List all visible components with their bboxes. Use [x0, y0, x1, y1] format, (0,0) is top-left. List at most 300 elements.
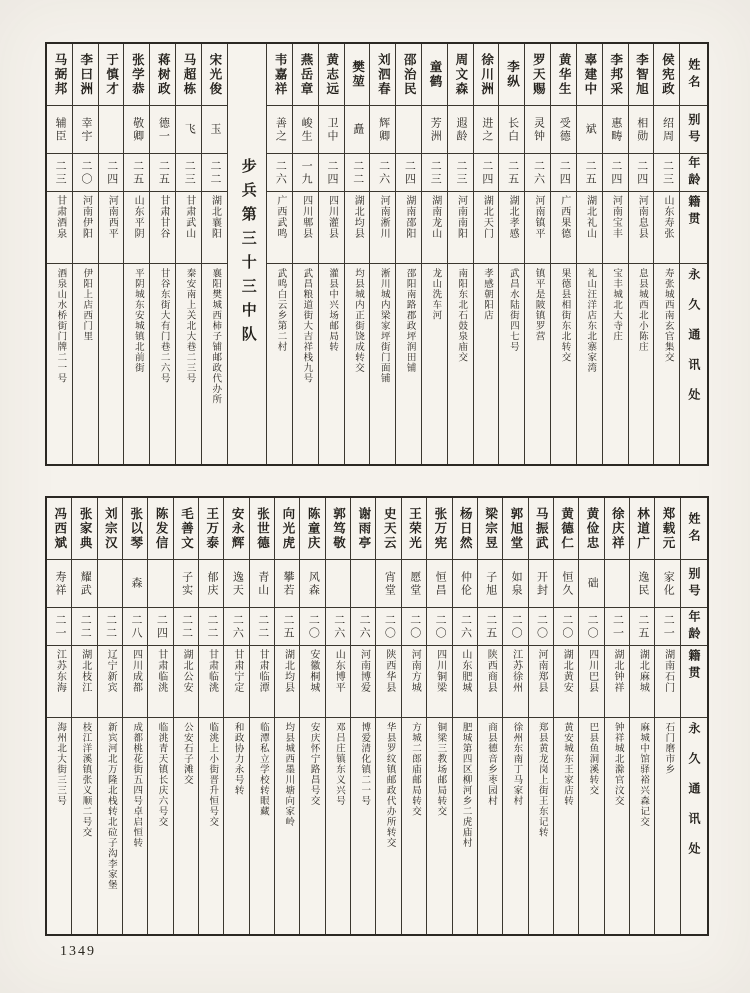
person-alias-text: 相勋: [635, 116, 648, 143]
person-age: [396, 154, 421, 192]
person-age: [448, 154, 473, 192]
person-column: [300, 498, 325, 934]
header-label-address-text: 永久通讯处: [687, 722, 702, 872]
person-name-text: 刘泗春: [376, 52, 391, 97]
person-address-text: 临潭私立学校转眼藏: [257, 722, 268, 817]
person-native-text: 甘肃临洮: [155, 649, 167, 693]
person-age-text: 一九: [300, 159, 313, 186]
person-alias: [478, 560, 502, 608]
person-alias: [605, 560, 629, 608]
person-column: [99, 44, 125, 464]
person-column: [529, 498, 554, 934]
person-column: [453, 498, 478, 934]
person-native-text: 江苏徐州: [510, 649, 522, 693]
person-alias: [98, 560, 122, 608]
person-column: [376, 498, 401, 934]
person-alias-text: 如泉: [510, 570, 523, 597]
person-age-text: 二五: [131, 159, 144, 186]
person-column: [124, 44, 150, 464]
person-name-text: 毛善文: [179, 506, 194, 551]
person-column: [402, 498, 427, 934]
person-native: [345, 192, 370, 264]
person-native-text: 山东平阴: [132, 195, 144, 239]
header-label-age: [680, 154, 707, 192]
person-name-text: 宋光俊: [207, 52, 222, 97]
person-native-text: 河南淅川: [378, 195, 390, 239]
person-alias: [99, 106, 124, 154]
header-label-alias: [680, 106, 707, 154]
person-name: [422, 44, 447, 106]
person-age: [478, 608, 502, 646]
person-name: [72, 498, 96, 560]
person-native: [267, 192, 292, 264]
person-age-text: 二一: [53, 613, 66, 640]
person-alias: [148, 560, 172, 608]
person-alias-text: 辅臣: [54, 116, 67, 143]
person-name-text: 林道广: [635, 506, 650, 551]
person-native: [47, 192, 72, 264]
person-native: [124, 192, 149, 264]
person-name: [267, 44, 292, 106]
person-age: [174, 608, 198, 646]
person-column: [474, 44, 500, 464]
person-native: [174, 646, 198, 718]
person-age-text: 二四: [480, 159, 493, 186]
page-number: 1349: [60, 944, 96, 959]
person-address-text: 息县城西北小陈庄: [636, 268, 647, 352]
person-name: [73, 44, 98, 106]
person-age-text: 二四: [403, 159, 416, 186]
person-name: [396, 44, 421, 106]
person-name: [148, 498, 172, 560]
person-name: [453, 498, 477, 560]
person-native: [579, 646, 603, 718]
person-age: [630, 608, 654, 646]
person-alias: [422, 106, 447, 154]
person-column: [655, 498, 680, 934]
person-age-text: 二〇: [434, 613, 447, 640]
person-age-text: 二〇: [79, 159, 92, 186]
person-address: [176, 264, 201, 464]
person-address: [250, 718, 274, 934]
person-age-text: 二五: [157, 159, 170, 186]
person-native: [655, 646, 679, 718]
person-age-text: 二二: [104, 613, 117, 640]
person-address: [453, 718, 477, 934]
person-age: [503, 608, 527, 646]
person-address-text: 铜梁三教场邮局转交: [435, 722, 446, 817]
person-name: [202, 44, 227, 106]
person-native: [123, 646, 147, 718]
person-native-text: 湖北礼山: [584, 195, 596, 239]
person-alias: [326, 560, 350, 608]
person-address-text: 宝丰城北大寺庄: [611, 268, 622, 342]
person-native-text: 陕西商县: [485, 649, 497, 693]
person-alias: [474, 106, 499, 154]
person-native-text: 湖北黄安: [561, 649, 573, 693]
person-alias-text: 长白: [506, 116, 519, 143]
person-column: [579, 498, 604, 934]
person-alias-text: 宵堂: [383, 570, 396, 597]
person-native-text: 四川成都: [130, 649, 142, 693]
person-address: [402, 718, 426, 934]
person-address-text: 徐州东南丁马家村: [511, 722, 522, 806]
unit-title-column: [228, 44, 267, 464]
person-name-text: 邵治民: [402, 52, 417, 97]
person-address-text: 方城二郎庙邮局转交: [409, 722, 420, 817]
person-age-text: 二〇: [383, 613, 396, 640]
person-address-text: 安庆怀宁路昌号交: [308, 722, 319, 806]
person-age-text: 二八: [129, 613, 142, 640]
person-address: [577, 264, 602, 464]
person-alias: [47, 106, 72, 154]
person-address-text: 巴县鱼洞溪转交: [587, 722, 598, 796]
person-native-text: 甘肃武山: [183, 195, 195, 239]
person-address-text: 麻城中馆驿裕兴森记交: [638, 722, 649, 827]
person-address-text: 公安石子滩交: [181, 722, 192, 785]
person-age: [376, 608, 400, 646]
header-label-name-text: 姓名: [686, 57, 701, 92]
person-column: [98, 498, 123, 934]
person-alias-text: 德一: [157, 116, 170, 143]
person-native-text: 山东肥城: [459, 649, 471, 693]
person-name: [448, 44, 473, 106]
header-label-address: [681, 718, 707, 934]
person-address-text: 武昌水陆街四七号: [507, 268, 518, 352]
person-native-text: 山东寿张: [662, 195, 673, 239]
person-name: [529, 498, 553, 560]
person-name: [176, 44, 201, 106]
person-age-text: 二四: [558, 159, 571, 186]
person-column: [202, 44, 228, 464]
person-alias-text: 仲伦: [459, 570, 472, 597]
person-name: [250, 498, 274, 560]
person-alias-text: 郁庆: [206, 570, 218, 597]
person-native: [250, 646, 274, 718]
person-native-text: 湖北天门: [481, 195, 493, 239]
person-native: [293, 192, 318, 264]
person-age-text: 二六: [459, 613, 472, 640]
person-address-text: 龙山洗车河: [430, 268, 441, 321]
person-native-text: 甘肃甘谷: [157, 195, 169, 239]
person-name: [99, 44, 124, 106]
person-age: [579, 608, 603, 646]
person-address-text: 郑县黄龙岗上街王东记转: [536, 722, 547, 838]
person-age: [199, 608, 223, 646]
person-alias: [300, 560, 324, 608]
person-address: [275, 718, 299, 934]
person-alias: [72, 560, 96, 608]
header-label-age: [681, 608, 707, 646]
person-alias-text: 善之: [274, 116, 287, 143]
person-name-text: 陈童庆: [306, 506, 321, 551]
person-column: [267, 44, 293, 464]
person-native: [499, 192, 524, 264]
person-name-text: 杨日然: [458, 506, 473, 551]
header-label-alias: [681, 560, 707, 608]
person-native: [99, 192, 124, 264]
person-address-text: 灌县中兴场邮局转: [327, 268, 338, 352]
person-alias-text: 芳洲: [429, 116, 442, 143]
person-name: [98, 498, 122, 560]
header-label-address-text: 永久通讯处: [686, 268, 701, 418]
person-native-text: 辽宁新宾: [105, 649, 117, 693]
person-native-text: 湖南龙山: [429, 195, 441, 239]
person-address: [267, 264, 292, 464]
person-alias: [427, 560, 451, 608]
person-age-text: 二二: [209, 159, 222, 186]
person-age-text: 二〇: [307, 613, 320, 640]
person-native-text: 河南博爱: [358, 649, 370, 693]
person-native: [603, 192, 628, 264]
person-name-text: 张以琴: [128, 506, 143, 551]
person-alias-text: 逸民: [636, 570, 649, 597]
person-name-text: 徐庆祥: [610, 506, 625, 551]
person-alias-text: 耀武: [79, 570, 92, 597]
person-age-text: 二五: [584, 159, 597, 186]
person-age-text: 二二: [351, 159, 364, 186]
person-age: [655, 608, 679, 646]
person-alias: [655, 560, 679, 608]
header-label-address: [680, 264, 707, 464]
person-address-text: 华县罗纹镇邮政代办所转交: [384, 722, 395, 848]
person-age: [551, 154, 576, 192]
person-age: [319, 154, 344, 192]
person-address-text: 淅川城内梁家坪街门面铺: [378, 268, 389, 384]
person-name-text: 黄志远: [324, 52, 339, 97]
person-native: [396, 192, 421, 264]
person-name-text: 李曰洲: [78, 52, 93, 97]
person-name-text: 郭笃敬: [331, 506, 346, 551]
person-column: [499, 44, 525, 464]
person-alias: [603, 106, 628, 154]
person-native-text: 河南郑县: [535, 649, 547, 693]
person-alias: [503, 560, 527, 608]
person-column: [396, 44, 422, 464]
person-column: [478, 498, 503, 934]
person-column: [250, 498, 275, 934]
person-address: [150, 264, 175, 464]
person-name-text: 侯宪政: [660, 52, 675, 97]
person-name-text: 韦嘉祥: [273, 52, 288, 97]
person-age: [370, 154, 395, 192]
person-native-text: 湖北公安: [181, 649, 193, 693]
person-address-text: 临洮青天镇长庆六号交: [156, 722, 167, 827]
person-name-text: 张万宪: [432, 506, 447, 551]
person-age-text: 二六: [358, 613, 371, 640]
person-column: [148, 498, 173, 934]
person-name: [554, 498, 578, 560]
person-age-text: 二四: [105, 159, 118, 186]
header-label-name: [681, 498, 707, 560]
person-age: [148, 608, 172, 646]
person-age: [326, 608, 350, 646]
person-name-text: 向光虎: [280, 506, 295, 551]
person-address: [629, 264, 654, 464]
person-native: [73, 192, 98, 264]
person-alias-text: 幸宇: [79, 116, 92, 143]
person-alias: [351, 560, 375, 608]
person-name-text: 燕岳章: [298, 52, 313, 97]
person-age: [529, 608, 553, 646]
person-name: [150, 44, 175, 106]
person-alias-text: 斌: [584, 123, 597, 136]
person-address: [478, 718, 502, 934]
person-name: [293, 44, 318, 106]
person-age: [202, 154, 227, 192]
person-age-text: 二三: [455, 159, 468, 186]
person-address: [503, 718, 527, 934]
person-name-text: 郭旭堂: [508, 506, 523, 551]
person-age: [300, 608, 324, 646]
person-address: [319, 264, 344, 464]
person-age: [603, 154, 628, 192]
person-name: [275, 498, 299, 560]
person-age-text: 二〇: [586, 613, 599, 640]
person-native-text: 甘肃酒泉: [54, 195, 66, 239]
person-alias: [396, 106, 421, 154]
person-alias: [629, 106, 654, 154]
person-name: [630, 498, 654, 560]
person-column: [319, 44, 345, 464]
person-alias-text: 遐龄: [455, 116, 468, 143]
person-age: [499, 154, 524, 192]
person-name: [47, 44, 72, 106]
person-alias-text: 寿祥: [53, 570, 66, 597]
person-native: [525, 192, 550, 264]
person-alias-text: 逸天: [231, 570, 244, 597]
person-age-text: 二六: [332, 613, 345, 640]
person-address-text: 海州北大街三三号: [55, 722, 66, 806]
person-column: [654, 44, 680, 464]
person-name-text: 王荣光: [407, 506, 422, 551]
person-column: [293, 44, 319, 464]
person-address: [654, 264, 679, 464]
person-column: [603, 44, 629, 464]
person-column: [47, 44, 73, 464]
person-native: [551, 192, 576, 264]
person-alias-text: 家化: [662, 570, 675, 597]
person-alias: [525, 106, 550, 154]
person-address-text: 枝江洋溪镇张义顺二号交: [80, 722, 91, 838]
person-alias-text: 峻生: [300, 116, 313, 143]
person-column: [176, 44, 202, 464]
person-age-text: 二〇: [408, 613, 421, 640]
person-address-text: 礼山汪洋店东北寨家湾: [585, 268, 596, 373]
person-native: [176, 192, 201, 264]
person-name: [478, 498, 502, 560]
person-address: [72, 718, 96, 934]
person-name-text: 王万泰: [204, 506, 219, 551]
person-address: [525, 264, 550, 464]
person-native-text: 河南镇平: [532, 195, 544, 239]
header-label-native: [681, 646, 707, 718]
person-age: [654, 154, 679, 192]
person-address: [174, 718, 198, 934]
person-age: [98, 608, 122, 646]
person-column: [448, 44, 474, 464]
person-name-text: 李邦采: [608, 52, 623, 97]
person-age-text: 二五: [282, 613, 295, 640]
header-label-age-text: 年龄: [687, 609, 702, 644]
person-native: [503, 646, 527, 718]
person-age-text: 二三: [183, 159, 196, 186]
person-age-text: 二四: [635, 159, 648, 186]
person-age: [605, 608, 629, 646]
person-alias: [293, 106, 318, 154]
person-native: [326, 646, 350, 718]
person-age: [47, 608, 71, 646]
person-native-text: 四川郫县: [300, 195, 312, 239]
person-name: [474, 44, 499, 106]
person-address-text: 镇平是陂镇罗营: [533, 268, 544, 342]
person-address: [605, 718, 629, 934]
person-native: [478, 646, 502, 718]
person-name-text: 郑载元: [660, 506, 675, 551]
person-age-text: 二五: [506, 159, 519, 186]
person-native: [150, 192, 175, 264]
person-native: [427, 646, 451, 718]
person-column: [47, 498, 72, 934]
person-address: [396, 264, 421, 464]
person-address-text: 南阳东北石鼓泉庙交: [456, 268, 467, 363]
person-name-text: 史天云: [382, 506, 397, 551]
person-address: [73, 264, 98, 464]
person-column: [551, 44, 577, 464]
person-alias: [529, 560, 553, 608]
person-alias-text: 础: [586, 577, 599, 590]
person-name-text: 马振武: [534, 506, 549, 551]
person-native-text: 四川铜梁: [434, 649, 446, 693]
person-name: [124, 44, 149, 106]
person-address-text: 新宾河北万隆北栈转北砬子沟李家堡: [105, 722, 116, 890]
person-alias-text: 子实: [180, 570, 193, 597]
person-native: [47, 646, 71, 718]
person-name: [351, 498, 375, 560]
person-native-text: 四川巴县: [586, 649, 598, 693]
person-name: [503, 498, 527, 560]
person-alias-text: 风森: [307, 570, 320, 597]
person-alias-text: 卫中: [325, 116, 338, 143]
person-alias: [579, 560, 603, 608]
person-native-text: 湖北枝江: [79, 649, 91, 693]
person-age-text: 二六: [377, 159, 390, 186]
person-alias-text: 飞: [183, 123, 196, 136]
person-address-text: 黄安城东王家店转: [562, 722, 573, 806]
person-column: [326, 498, 351, 934]
person-name-text: 周文森: [453, 52, 468, 97]
person-age: [176, 154, 201, 192]
person-age: [150, 154, 175, 192]
person-age-text: 二二: [256, 613, 269, 640]
person-age-text: 二五: [636, 613, 649, 640]
person-age: [427, 608, 451, 646]
person-address: [529, 718, 553, 934]
person-name: [551, 44, 576, 106]
unit-title-cell: [228, 44, 266, 464]
person-address: [199, 718, 223, 934]
person-column: [199, 498, 224, 934]
person-alias-text: 愿堂: [408, 570, 421, 597]
person-native-text: 甘肃临潭: [257, 649, 269, 693]
header-column-top: [680, 44, 707, 464]
person-alias: [224, 560, 248, 608]
person-alias-text: 受德: [558, 116, 571, 143]
person-column: [525, 44, 551, 464]
person-column: [224, 498, 249, 934]
person-alias-text: 辉卿: [377, 116, 390, 143]
person-age: [124, 154, 149, 192]
